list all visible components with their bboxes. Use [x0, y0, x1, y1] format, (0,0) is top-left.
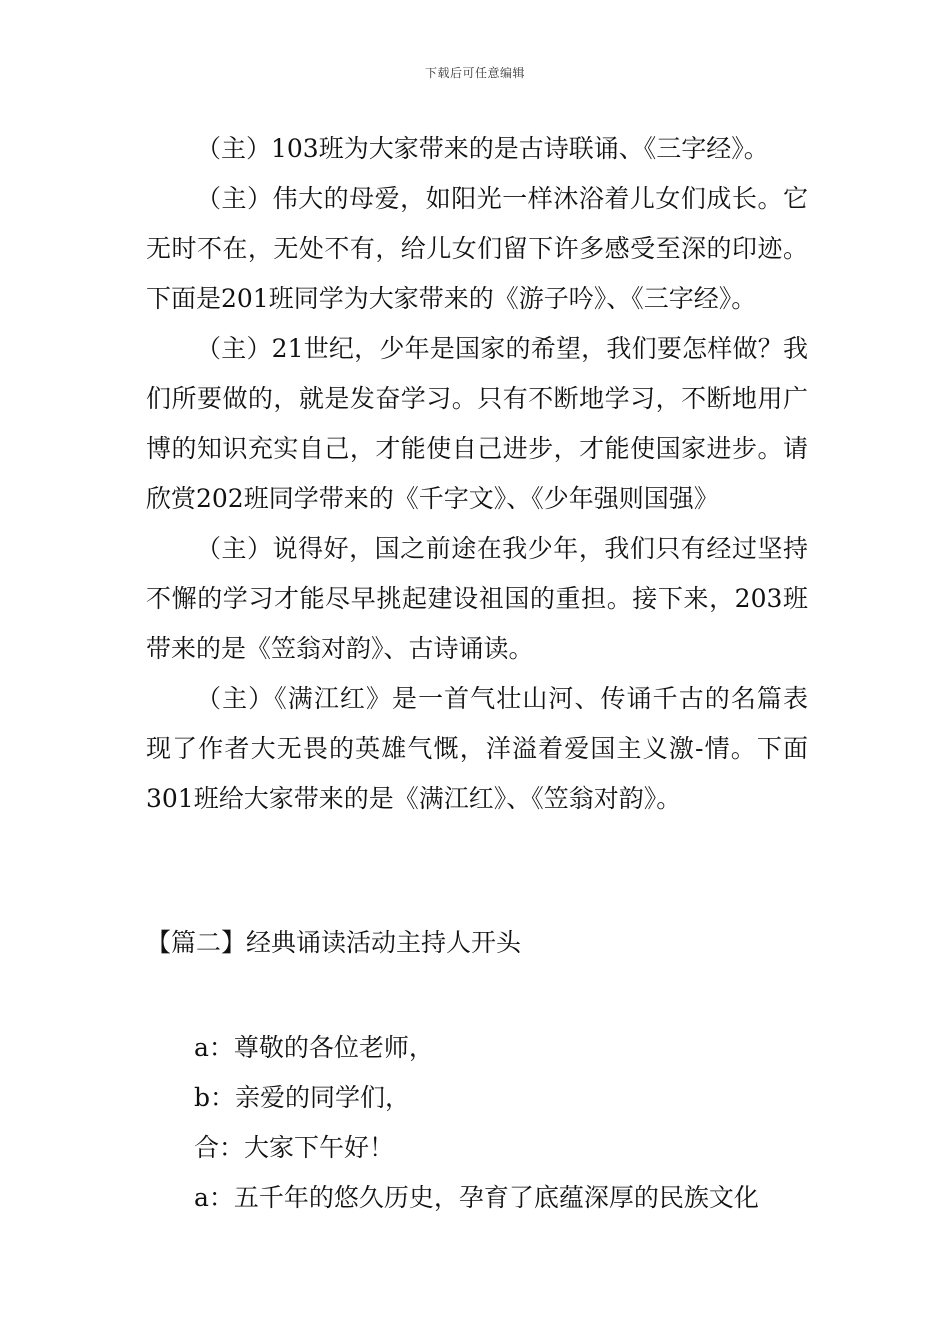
section-title: 【篇二】经典诵读活动主持人开头 [146, 928, 522, 957]
dialogue-line: b：亲爱的同学们， [194, 1083, 411, 1112]
paragraph-103: （主）103班为大家带来的是古诗联诵、《三字经》。 [196, 134, 769, 163]
paragraph-202: （主）21世纪，少年是国家的希望，我们要怎样做？我们所要做的，就是发奋学习。只有不断地学习，不断地用广博的知识充实自己，才能使自己进步，才能使国家进步。请欣赏202班同学带来的《千字文》、《少年强则国强》 [146, 334, 808, 513]
dialogue-line: a：尊敬的各位老师， [194, 1033, 434, 1062]
paragraph-301: （主）《满江红》是一首气壮山河、传诵千古的名篇表现了作者大无畏的英雄气慨，洋溢着爱国主义激-情。下面301班给大家带来的是《满江红》、《笠翁对韵》。 [146, 684, 808, 813]
page-header-note: 下载后可任意编辑 [424, 66, 525, 80]
dialogue-line: a：五千年的悠久历史，孕育了底蕴深厚的民族文化 [194, 1183, 759, 1212]
dialogue-line: 合：大家下午好！ [194, 1133, 395, 1162]
paragraph-203: （主）说得好，国之前途在我少年，我们只有经过坚持不懈的学习才能尽早挑起建设祖国的重担。接下来，203班带来的是《笠翁对韵》、古诗诵读。 [146, 534, 808, 663]
dialogue-block [194, 1023, 814, 1223]
paragraph-201: （主）伟大的母爱，如阳光一样沐浴着儿女们成长。它无时不在，无处不有，给儿女们留下许多感受至深的印迹。下面是201班同学为大家带来的《游子吟》、《三字经》。 [146, 184, 808, 313]
body-text [146, 124, 808, 824]
